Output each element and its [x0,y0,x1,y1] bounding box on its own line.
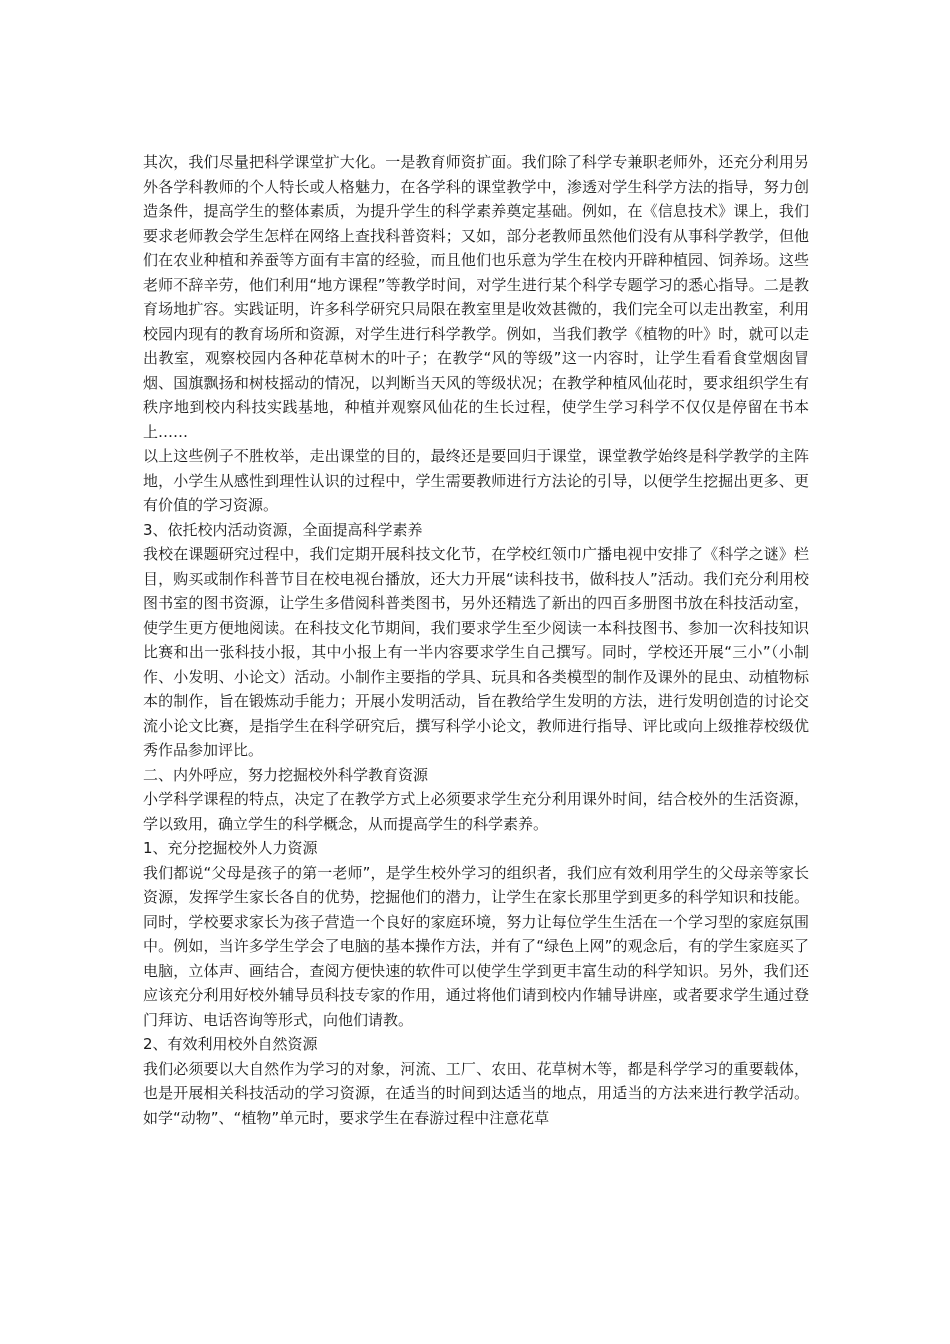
paragraph-parents-resources: 我们都说“父母是孩子的第一老师”，是学生校外学习的组织者，我们应有效利用学生的父母亲等家长资源，发挥学生家长各自的优势，挖掘他们的潜力，让学生在家长那里学到更多的科学知识和技能。同时，学校要求家长为孩子营造一个良好的家庭环境，努力让每位学生生活在一个学习型的家庭氛围中。例如，当许多学生学会了电脑的基本操作方法，并有了“绿色上网”的观念后，有的学生家庭买了电脑，立体声、画结合，查阅方便快速的软件可以使学生学到更丰富生动的科学知识。另外，我们还应该充分利用好校外辅导员科技专家的作用，通过将他们请到校内作辅导讲座，或者要求学生通过登门拜访、电话咨询等形式，向他们请教。 [143,863,809,1029]
paragraph-science-festival: 我校在课题研究过程中，我们定期开展科技文化节，在学校红领巾广播电视中安排了《科学之谜》栏目，购买或制作科普节目在校电视台播放，还大力开展“读科技书，做科技人”活动。我们充分利用校图书室的图书资源，让学生多借阅科普类图书，另外还精选了新出的四百多册图书放在科技活动室，使学生更方便地阅读。在科技文化节期间，我们要求学生至少阅读一本科技图书、参加一次科技知识比赛和出一张科技小报，其中小报上有一半内容要求学生自己撰写。同时，学校还开展“三小”（小制作、小发明、小论文）活动。小制作主要指的学具、玩具和各类模型的制作及课外的昆虫、动植物标本的制作，旨在锻炼动手能力；开展小发明活动，旨在教给学生发明的方法，进行发明创造的讨论交流小论文比赛，是指学生在科学研究后，撰写科学小论文，教师进行指导、评比或向上级推荐校级优秀作品参加评比。 [143,545,809,759]
section-heading-external-resources: 二、内外呼应，努力挖掘校外科学教育资源 [143,765,429,784]
section-heading-campus-activities: 3、依托校内活动资源，全面提高科学素养 [143,520,423,539]
section-heading-natural-resources: 2、有效利用校外自然资源 [143,1035,318,1053]
paragraph-curriculum-features: 小学科学课程的特点，决定了在教学方式上必须要求学生充分利用课外时间，结合校外的生活资源，学以致用，确立学生的科学概念，从而提高学生的科学素养。 [143,790,809,833]
paragraph-nature-learning: 我们必须要以大自然作为学习的对象，河流、工厂、农田、花草树木等，都是科学学习的重要载体，也是开展相关科技活动的学习资源，在适当的时间到达适当的地点，用适当的方法来进行教学活动。如学“动物”、“植物”单元时，要求学生在春游过程中注意花草 [143,1059,809,1127]
paragraph-return-to-classroom: 以上这些例子不胜枚举，走出课堂的目的，最终还是要回归于课堂，课堂教学始终是科学教学的主阵地，小学生从感性到理性认识的过程中，学生需要教师进行方法论的引导，以便学生挖掘出更多、更有价值的学习资源。 [143,447,809,514]
paragraph-expand-classroom: 其次，我们尽量把科学课堂扩大化。一是教育师资扩面。我们除了科学专兼职老师外，还充分利用另外各学科教师的个人特长或人格魅力，在各学科的课堂教学中，渗透对学生科学方法的指导，努力创造条件，提高学生的整体素质，为提升学生的科学素养奠定基础。例如，在《信息技术》课上，我们要求老师教会学生怎样在网络上查找科普资料；又如，部分老教师虽然他们没有从事科学教学，但他们在农业种植和养蚕等方面有丰富的经验，而且他们也乐意为学生在校内开辟种植园、饲养场。这些老师不辞辛劳，他们利用“地方课程”等教学时间，对学生进行某个科学专题学习的悉心指导。二是教育场地扩容。实践证明，许多科学研究只局限在教室里是收效甚微的，我们完全可以走出教室，利用校园内现有的教育场所和资源，对学生进行科学教学。例如，当我们教学《植物的叶》时，就可以走出教室，观察校园内各种花草树木的叶子；在教学“风的等级”这一内容时，让学生看看食堂烟囱冒烟、国旗飘扬和树枝摇动的情况，以判断当天风的等级状况；在教学种植风仙花时，要求组织学生有秩序地到校内科技实践基地，种植并观察风仙花的生长过程，使学生学习科学不仅仅是停留在书本上…… [143,153,809,441]
document-body [143,150,809,1130]
section-heading-human-resources: 1、充分挖掘校外人力资源 [143,839,318,857]
